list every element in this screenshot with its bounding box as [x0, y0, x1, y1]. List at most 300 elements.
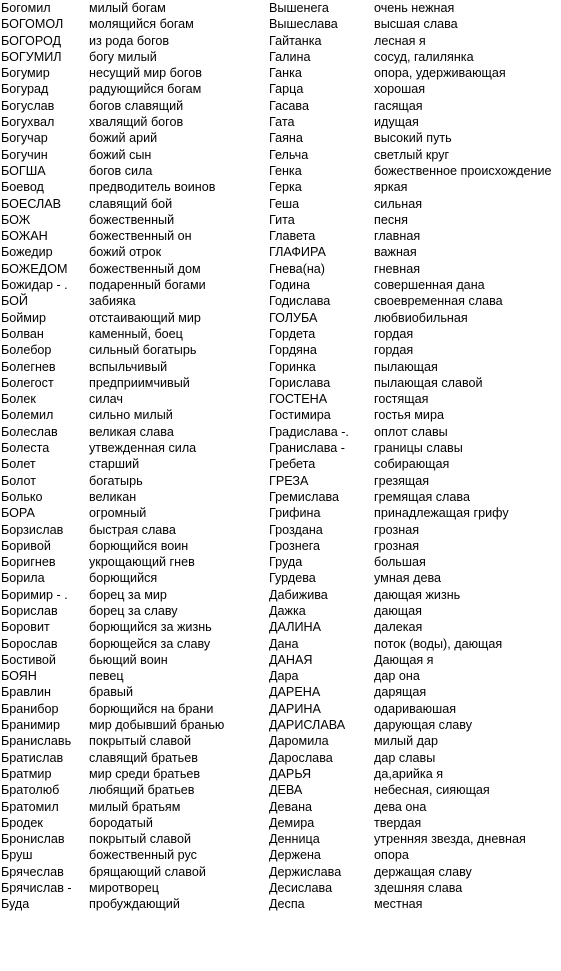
meaning-text: подаренный богами: [89, 278, 206, 293]
name-text: Геша: [269, 196, 300, 211]
meaning-text: борющийся: [89, 571, 158, 586]
name-text: ДАРЕНА: [269, 685, 321, 700]
name-entry: [269, 456, 561, 472]
name-entry: [269, 603, 561, 619]
name-entry: [0, 782, 270, 798]
name-text: Дажка: [269, 603, 306, 618]
meaning-text: дар она: [374, 669, 420, 684]
name-entry: [269, 81, 561, 97]
meaning-text: гордая: [374, 326, 414, 341]
name-entry: [0, 147, 270, 163]
name-text: Вышеслава: [269, 17, 338, 32]
name-text: Гремислава: [269, 489, 340, 504]
meaning-text: утвежденная сила: [89, 441, 197, 456]
meaning-text: главная: [374, 229, 421, 244]
meaning-text: предприимчивый: [89, 375, 190, 390]
name-entry: [0, 65, 270, 81]
meaning-text: борец за славу: [89, 603, 178, 618]
name-text: Божедир: [1, 245, 53, 260]
name-text: Бравлин: [1, 685, 52, 700]
meaning-text: поток (воды), дающая: [374, 636, 503, 651]
name-text: Гита: [269, 212, 295, 227]
meaning-text: дающая: [374, 603, 422, 618]
name-entry: [269, 261, 561, 277]
name-entry: [269, 782, 561, 798]
name-entry: [0, 636, 270, 652]
name-text: БОРА: [1, 506, 35, 521]
name-text: Богурад: [1, 82, 49, 97]
meaning-text: грозная: [374, 538, 420, 553]
name-entry: [0, 505, 270, 521]
name-text: Дарослава: [269, 750, 333, 765]
name-entry: [269, 619, 561, 635]
name-entry: [269, 440, 561, 456]
meaning-text: борющийся на брани: [89, 701, 214, 716]
meaning-text: божественное происхождение: [374, 163, 552, 178]
name-text: Бранимир: [1, 718, 60, 733]
name-text: Богучар: [1, 131, 48, 146]
name-entry: [269, 130, 561, 146]
name-text: Гаяна: [269, 131, 303, 146]
name-entry: [0, 407, 270, 423]
name-text: БОЕСЛАВ: [1, 196, 62, 211]
name-entry: [0, 652, 270, 668]
name-text: Болеслав: [1, 424, 58, 439]
name-text: Герка: [269, 180, 302, 195]
name-entry: [269, 196, 561, 212]
name-text: БОГОМОЛ: [1, 17, 64, 32]
name-text: Братомил: [1, 799, 59, 814]
meaning-text: далекая: [374, 620, 423, 635]
name-text: Дабижива: [269, 587, 328, 602]
name-entry: [269, 375, 561, 391]
name-entry: [0, 244, 270, 260]
name-entry: [269, 896, 561, 912]
name-entry: [0, 750, 270, 766]
name-entry: [269, 163, 561, 179]
meaning-text: границы славы: [374, 441, 463, 456]
name-entry: [0, 375, 270, 391]
name-text: Годислава: [269, 294, 331, 309]
meaning-text: опора: [374, 848, 409, 863]
name-text: Гнева(на): [269, 261, 325, 276]
name-entry: [0, 359, 270, 375]
name-entry: [269, 831, 561, 847]
name-entry: [269, 864, 561, 880]
meaning-text: борющийся за жизнь: [89, 620, 212, 635]
name-text: Болемил: [1, 408, 54, 423]
name-entry: [269, 750, 561, 766]
meaning-text: сильный богатырь: [89, 343, 197, 358]
meaning-text: борющейся за славу: [89, 636, 211, 651]
meaning-text: божественный дом: [89, 261, 201, 276]
name-entry: [269, 49, 561, 65]
name-text: Богумир: [1, 66, 50, 81]
name-text: Боримир - .: [1, 587, 68, 602]
meaning-text: гордая: [374, 343, 414, 358]
name-text: Деспа: [269, 897, 305, 912]
name-text: Болебор: [1, 343, 52, 358]
name-text: Денница: [269, 832, 320, 847]
name-text: Держена: [269, 848, 321, 863]
meaning-text: принадлежащая грифу: [374, 506, 509, 521]
meaning-text: сосуд, галилянка: [374, 49, 474, 64]
name-text: БОЙ: [1, 294, 28, 309]
name-text: Боригнев: [1, 555, 56, 570]
name-text: Болегост: [1, 375, 54, 390]
name-entry: [269, 587, 561, 603]
name-text: Борила: [1, 571, 45, 586]
name-entry: [269, 277, 561, 293]
name-text: Бруш: [1, 848, 33, 863]
meaning-text: хвалящий богов: [89, 115, 184, 130]
meaning-text: богатырь: [89, 473, 143, 488]
meaning-text: божественный он: [89, 229, 192, 244]
meaning-text: сильная: [374, 196, 423, 211]
name-text: Болот: [1, 473, 36, 488]
name-entry: [0, 603, 270, 619]
meaning-text: совершенная дана: [374, 278, 485, 293]
meaning-text: радующийся богам: [89, 82, 202, 97]
name-entry: [0, 196, 270, 212]
meaning-text: высокий путь: [374, 131, 452, 146]
name-entry: [269, 65, 561, 81]
meaning-text: дающая жизнь: [374, 587, 461, 602]
meaning-text: своевременная слава: [374, 294, 503, 309]
name-text: Даромила: [269, 734, 329, 749]
name-text: Борослав: [1, 636, 58, 651]
meaning-text: огромный: [89, 506, 147, 521]
meaning-text: да,арийка я: [374, 766, 444, 781]
name-text: Горислава: [269, 375, 331, 390]
meaning-text: высшая слава: [374, 17, 458, 32]
meaning-text: большая: [374, 555, 426, 570]
name-entry: [0, 440, 270, 456]
meaning-text: грозная: [374, 522, 420, 537]
name-entry: [0, 522, 270, 538]
name-text: Грознега: [269, 538, 321, 553]
name-entry: [269, 326, 561, 342]
name-entry: [269, 244, 561, 260]
meaning-text: опора, удерживающая: [374, 66, 506, 81]
name-entry: [0, 473, 270, 489]
name-entry: [0, 342, 270, 358]
name-text: Градислава -.: [269, 424, 349, 439]
name-text: Груда: [269, 555, 303, 570]
name-entry: [0, 587, 270, 603]
meaning-text: великан: [89, 489, 137, 504]
meaning-text: дарящая: [374, 685, 427, 700]
name-entry: [0, 489, 270, 505]
meaning-text: богов сила: [89, 163, 153, 178]
meaning-text: здешняя слава: [374, 881, 463, 896]
name-entry: [0, 228, 270, 244]
name-text: Гасава: [269, 98, 309, 113]
meaning-text: предводитель воинов: [89, 180, 216, 195]
name-text: Божидар - .: [1, 278, 68, 293]
name-entry: [0, 261, 270, 277]
meaning-text: божий отрок: [89, 245, 162, 260]
right-name-column: [269, 0, 561, 913]
meaning-text: небесная, сияющая: [374, 783, 490, 798]
meaning-text: великая слава: [89, 424, 174, 439]
meaning-text: богу милый: [89, 49, 157, 64]
name-text: Генка: [269, 163, 302, 178]
meaning-text: милый дар: [374, 734, 438, 749]
name-entry: [0, 847, 270, 863]
name-text: ДАЛИНА: [269, 620, 322, 635]
name-entry: [0, 81, 270, 97]
name-text: Богучин: [1, 147, 48, 162]
name-entry: [0, 0, 270, 16]
name-text: БОЖЕДОМ: [1, 261, 68, 276]
name-entry: [269, 212, 561, 228]
name-text: Горинка: [269, 359, 316, 374]
name-text: ДЕВА: [269, 783, 303, 798]
name-text: БОЖ: [1, 212, 31, 227]
name-entry: [269, 505, 561, 521]
name-text: БОГША: [1, 163, 46, 178]
meaning-text: славящий братьев: [89, 750, 198, 765]
meaning-text: отстаивающий мир: [89, 310, 201, 325]
name-entry: [0, 896, 270, 912]
meaning-text: быстрая слава: [89, 522, 176, 537]
name-entry: [269, 554, 561, 570]
name-entry: [269, 668, 561, 684]
name-text: Гата: [269, 115, 295, 130]
meaning-text: покрытый славой: [89, 832, 191, 847]
name-text: ДАРИСЛАВА: [269, 718, 346, 733]
name-text: Десислава: [269, 881, 333, 896]
meaning-text: грезящая: [374, 473, 430, 488]
name-text: Гордета: [269, 326, 316, 341]
name-entry: [0, 293, 270, 309]
meaning-text: гасящая: [374, 98, 423, 113]
meaning-text: дарующая славу: [374, 718, 473, 733]
name-entry: [0, 277, 270, 293]
name-text: Гарца: [269, 82, 304, 97]
name-text: БОГОРОД: [1, 33, 61, 48]
meaning-text: держащая славу: [374, 864, 472, 879]
meaning-text: хорошая: [374, 82, 426, 97]
name-text: Демира: [269, 815, 315, 830]
name-entry: [269, 359, 561, 375]
meaning-text: вспыльчивый: [89, 359, 168, 374]
name-entry: [0, 684, 270, 700]
name-entry: [0, 16, 270, 32]
meaning-text: борющийся воин: [89, 538, 189, 553]
name-text: Година: [269, 278, 311, 293]
name-entry: [269, 310, 561, 326]
meaning-text: гостья мира: [374, 408, 444, 423]
meaning-text: лесная я: [374, 33, 426, 48]
name-text: Галина: [269, 49, 311, 64]
meaning-text: любвиобильная: [374, 310, 468, 325]
name-entry: [0, 163, 270, 179]
name-text: Буда: [1, 897, 30, 912]
meaning-text: старший: [89, 457, 140, 472]
meaning-text: божий арий: [89, 131, 158, 146]
name-text: Боевод: [1, 180, 44, 195]
meaning-text: борец за мир: [89, 587, 167, 602]
meaning-text: утренняя звезда, дневная: [374, 832, 526, 847]
name-text: Братислав: [1, 750, 64, 765]
name-text: Девана: [269, 799, 313, 814]
name-entry: [269, 407, 561, 423]
name-text: Гостимира: [269, 408, 331, 423]
name-entry: [0, 310, 270, 326]
name-entry: [0, 49, 270, 65]
name-text: Главета: [269, 229, 316, 244]
name-entry: [0, 831, 270, 847]
name-text: Богуслав: [1, 98, 55, 113]
name-text: Болет: [1, 457, 36, 472]
name-entry: [269, 717, 561, 733]
name-entry: [269, 880, 561, 896]
name-text: Боривой: [1, 538, 51, 553]
meaning-text: гостящая: [374, 392, 429, 407]
name-entry: [269, 391, 561, 407]
name-entry: [0, 424, 270, 440]
name-entry: [269, 424, 561, 440]
meaning-text: гневная: [374, 261, 421, 276]
name-text: Гельча: [269, 147, 309, 162]
meaning-text: умная дева: [374, 571, 441, 586]
name-text: Богомил: [1, 1, 51, 15]
name-entry: [269, 799, 561, 815]
name-text: Болван: [1, 326, 44, 341]
meaning-text: собирающая: [374, 457, 450, 472]
meaning-text: Дающая я: [374, 652, 434, 667]
name-text: Болько: [1, 489, 43, 504]
name-text: Гребета: [269, 457, 316, 472]
name-text: Богухвал: [1, 115, 55, 130]
name-entry: [0, 98, 270, 114]
name-entry: [0, 717, 270, 733]
meaning-text: божий сын: [89, 147, 152, 162]
name-entry: [269, 847, 561, 863]
name-text: Болеста: [1, 441, 50, 456]
name-entry: [269, 684, 561, 700]
name-text: Брячислав -: [1, 881, 72, 896]
name-text: Бродек: [1, 815, 43, 830]
name-entry: [0, 880, 270, 896]
name-entry: [269, 538, 561, 554]
name-text: Боймир: [1, 310, 47, 325]
meaning-text: дар славы: [374, 750, 436, 765]
meaning-text: мир среди братьев: [89, 766, 201, 781]
meaning-text: силач: [89, 392, 123, 407]
name-entry: [0, 864, 270, 880]
name-text: БОЖАН: [1, 229, 48, 244]
name-entry: [269, 342, 561, 358]
name-entry: [269, 815, 561, 831]
name-text: Держислава: [269, 864, 342, 879]
meaning-text: забияка: [89, 294, 136, 309]
meaning-text: гремящая слава: [374, 489, 470, 504]
name-text: Братмир: [1, 766, 52, 781]
meaning-text: дева она: [374, 799, 427, 814]
name-text: ГОСТЕНА: [269, 392, 328, 407]
meaning-text: оплот славы: [374, 424, 448, 439]
meaning-text: божественный рус: [89, 848, 197, 863]
name-entry: [0, 456, 270, 472]
meaning-text: местная: [374, 897, 423, 912]
meaning-text: славящий бой: [89, 196, 173, 211]
name-entry: [269, 98, 561, 114]
name-text: Грозданa: [269, 522, 323, 537]
name-text: Брячеслав: [1, 864, 64, 879]
meaning-text: яркая: [374, 180, 408, 195]
meaning-text: пробуждающий: [89, 897, 180, 912]
name-entry: [0, 538, 270, 554]
name-text: Вышенега: [269, 1, 329, 15]
name-entry: [269, 473, 561, 489]
name-entry: [269, 652, 561, 668]
name-entry: [0, 733, 270, 749]
name-text: Ганка: [269, 66, 302, 81]
name-text: Борислав: [1, 603, 58, 618]
name-entry: [269, 147, 561, 163]
meaning-text: бьющий воин: [89, 652, 168, 667]
name-text: Боровит: [1, 620, 50, 635]
name-entry: [0, 815, 270, 831]
meaning-text: певец: [89, 669, 124, 684]
meaning-text: пылающая славой: [374, 375, 483, 390]
name-entry: [0, 799, 270, 815]
name-text: ГЛАФИРА: [269, 245, 326, 260]
name-entry: [269, 766, 561, 782]
name-entry: [269, 522, 561, 538]
name-entry: [0, 33, 270, 49]
name-entry: [269, 733, 561, 749]
name-text: Дана: [269, 636, 299, 651]
name-text: Браниславь: [1, 734, 72, 749]
meaning-text: каменный, боец: [89, 326, 183, 341]
name-entry: [0, 212, 270, 228]
meaning-text: мир добывший бранью: [89, 718, 225, 733]
name-entry: [269, 293, 561, 309]
meaning-text: сильно милый: [89, 408, 173, 423]
name-entry: [269, 570, 561, 586]
meaning-text: твердая: [374, 815, 422, 830]
name-text: Гранислава -: [269, 441, 346, 456]
name-text: Брониcлав: [1, 832, 65, 847]
name-entry: [0, 619, 270, 635]
meaning-text: милый богам: [89, 1, 166, 15]
name-text: ДАНАЯ: [269, 652, 313, 667]
name-entry: [0, 701, 270, 717]
name-text: Бостивой: [1, 652, 56, 667]
meaning-text: молящийся богам: [89, 17, 194, 32]
name-entry: [269, 701, 561, 717]
name-entry: [0, 554, 270, 570]
name-entry: [269, 489, 561, 505]
name-text: ГОЛУБА: [269, 310, 318, 325]
left-name-column: [0, 0, 270, 913]
name-entry: [0, 130, 270, 146]
meaning-text: важная: [374, 245, 417, 260]
name-text: Борзислав: [1, 522, 64, 537]
meaning-text: божественный: [89, 212, 175, 227]
name-text: Братолюб: [1, 783, 60, 798]
name-entry: [0, 766, 270, 782]
name-entry: [0, 179, 270, 195]
meaning-text: милый братьям: [89, 799, 181, 814]
meaning-text: укрощающий гнев: [89, 555, 195, 570]
meaning-text: покрытый славой: [89, 734, 191, 749]
meaning-text: светлый круг: [374, 147, 450, 162]
